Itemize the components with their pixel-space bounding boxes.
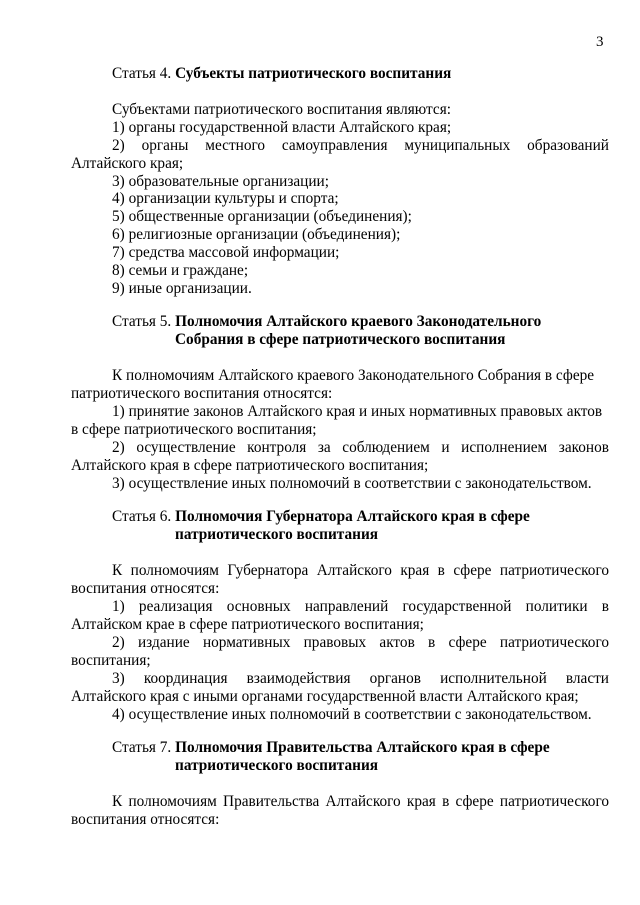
article-4-item-2-line-2: Алтайского края;: [71, 155, 184, 172]
article-6-item-2-line-1: 2) издание нормативных правовых актов в сфере патриотического: [112, 634, 609, 651]
article-4-intro: Субъектами патриотического воспитания являются:: [112, 101, 451, 118]
article-6-heading: [112, 507, 530, 527]
article-7-heading: [112, 738, 550, 758]
article-6-title-line-2: патриотического воспитания: [175, 526, 379, 543]
article-6-item-4: 4) осуществление иных полномочий в соответствии с законодательством.: [112, 706, 592, 723]
article-5-para-1-line-2: патриотического воспитания относятся:: [71, 385, 333, 402]
article-4-item-9: 9) иные организации.: [112, 280, 252, 297]
article-4-item-7: 7) средства массовой информации;: [112, 244, 340, 261]
article-7-prefix: Статья 7.: [112, 739, 176, 756]
article-5-heading: [112, 312, 541, 332]
article-5-title-line-2: Собрания в сфере патриотического воспитания: [175, 331, 506, 348]
article-4-item-4: 4) организации культуры и спорта;: [112, 190, 339, 207]
article-5-item-2-line-1: 2) осуществление контроля за соблюдением и исполнением законов: [112, 439, 609, 456]
article-4-item-8: 8) семьи и граждане;: [112, 262, 249, 279]
article-5-para-1-line-1: К полномочиям Алтайского краевого Законодательного Собрания в сфере: [112, 367, 595, 384]
article-6-item-3-line-2: Алтайского края с иными органами государственной власти Алтайского края;: [71, 688, 579, 705]
article-6-para-1-line-2: воспитания относятся:: [71, 580, 220, 597]
article-4-item-2-line-1: 2) органы местного самоуправления муниципальных образований: [112, 137, 609, 154]
article-6-prefix: Статья 6.: [112, 508, 176, 525]
article-6-para-1-line-1: К полномочиям Губернатора Алтайского края в сфере патриотического: [112, 562, 609, 579]
article-4-heading: [112, 64, 451, 84]
article-4-item-1: 1) органы государственной власти Алтайского края;: [112, 119, 452, 136]
article-6-title-line-1: Полномочия Губернатора Алтайского края в сфере: [175, 508, 530, 525]
article-4-prefix: Статья 4.: [112, 65, 176, 82]
article-5-item-2-line-2: Алтайского края в сфере патриотического воспитания;: [71, 457, 429, 474]
article-5-title-line-1: Полномочия Алтайского краевого Законодательного: [175, 313, 542, 330]
article-5-item-3: 3) осуществление иных полномочий в соответствии с законодательством.: [112, 475, 592, 492]
article-6-item-1-line-2: Алтайском крае в сфере патриотического воспитания;: [71, 616, 424, 633]
article-4-item-3: 3) образовательные организации;: [112, 173, 329, 190]
article-7-para-1-line-1: К полномочиям Правительства Алтайского края в сфере патриотического: [112, 793, 609, 810]
article-6-item-1-line-1: 1) реализация основных направлений государственной политики в: [112, 598, 609, 615]
page-number: 3: [596, 34, 604, 50]
article-5-item-1-line-1: 1) принятие законов Алтайского края и иных нормативных правовых актов: [112, 403, 603, 420]
article-5-item-1-line-2: в сфере патриотического воспитания;: [71, 421, 317, 438]
article-7-para-1-line-2: воспитания относятся:: [71, 811, 220, 828]
article-4-title: Субъекты патриотического воспитания: [175, 65, 452, 82]
article-7-title-line-2: патриотического воспитания: [175, 757, 379, 774]
article-6-item-3-line-1: 3) координация взаимодействия органов исполнительной власти: [112, 670, 609, 687]
article-7-title-line-1: Полномочия Правительства Алтайского края в сфере: [175, 739, 550, 756]
article-5-prefix: Статья 5.: [112, 313, 176, 330]
article-6-item-2-line-2: воспитания;: [71, 652, 151, 669]
article-4-item-6: 6) религиозные организации (объединения);: [112, 226, 401, 243]
article-4-item-5: 5) общественные организации (объединения);: [112, 208, 412, 225]
